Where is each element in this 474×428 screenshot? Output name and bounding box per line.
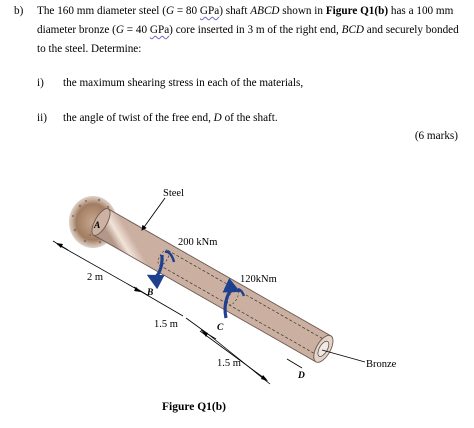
line2-gpa: GPa xyxy=(149,24,170,36)
point-d-label: D xyxy=(298,371,305,381)
item-2-text-b: of the shaft. xyxy=(221,112,278,124)
point-a-label: A xyxy=(94,221,101,231)
line1-text-2: = 80 xyxy=(174,5,200,17)
torque-b-label: 200 kNm xyxy=(178,237,218,248)
line2-text-3: ) core inserted in 3 m of the right end, xyxy=(169,24,342,36)
length-ab-label: 2 m xyxy=(87,272,104,283)
marks-label: (6 marks) xyxy=(414,130,458,142)
steel-shaft xyxy=(88,206,337,365)
part-label: b) xyxy=(14,5,24,17)
line2-bcd: BCD xyxy=(341,24,364,36)
line2-text-1: diameter bronze ( xyxy=(37,24,116,36)
line2-g: G xyxy=(115,24,124,36)
bronze-pointer xyxy=(322,350,365,362)
line1-figure-ref: Figure Q1(b) xyxy=(325,5,389,17)
line1-abcd: ABCD xyxy=(250,5,280,17)
point-c-label: C xyxy=(217,323,224,333)
bronze-label: Bronze xyxy=(366,359,397,370)
line1-text-4: shown in xyxy=(279,5,326,17)
line1-text-1: The 160 mm diameter steel ( xyxy=(37,5,166,17)
steel-label: Steel xyxy=(163,188,184,199)
torque-c-label: 120kNm xyxy=(240,274,277,285)
point-b-label: B xyxy=(147,288,154,298)
item-1-text: the maximum shearing stress in each of the materials, xyxy=(63,77,304,89)
item-2-text-a: the angle of twist of the free end, xyxy=(63,112,214,124)
line2-text-4: and securely bonded xyxy=(363,24,459,36)
line2-text-2: = 40 xyxy=(124,24,150,36)
line1-text-3: ) shaft xyxy=(219,5,251,17)
line1-gpa: GPa xyxy=(199,5,220,17)
question-line-3: to the steel. Determine: xyxy=(37,43,142,55)
length-bc-label: 1.5 m xyxy=(154,319,178,330)
item-1-number: i) xyxy=(37,77,44,89)
length-cd-label: 1.5 m xyxy=(217,358,241,369)
line1-text-5: has a 100 mm xyxy=(388,5,454,17)
item-2-number: ii) xyxy=(37,112,47,124)
line1-g: G xyxy=(165,5,175,17)
steel-pointer xyxy=(142,198,165,230)
figure-caption: Figure Q1(b) xyxy=(162,401,226,413)
item-2-d: D xyxy=(213,112,222,124)
